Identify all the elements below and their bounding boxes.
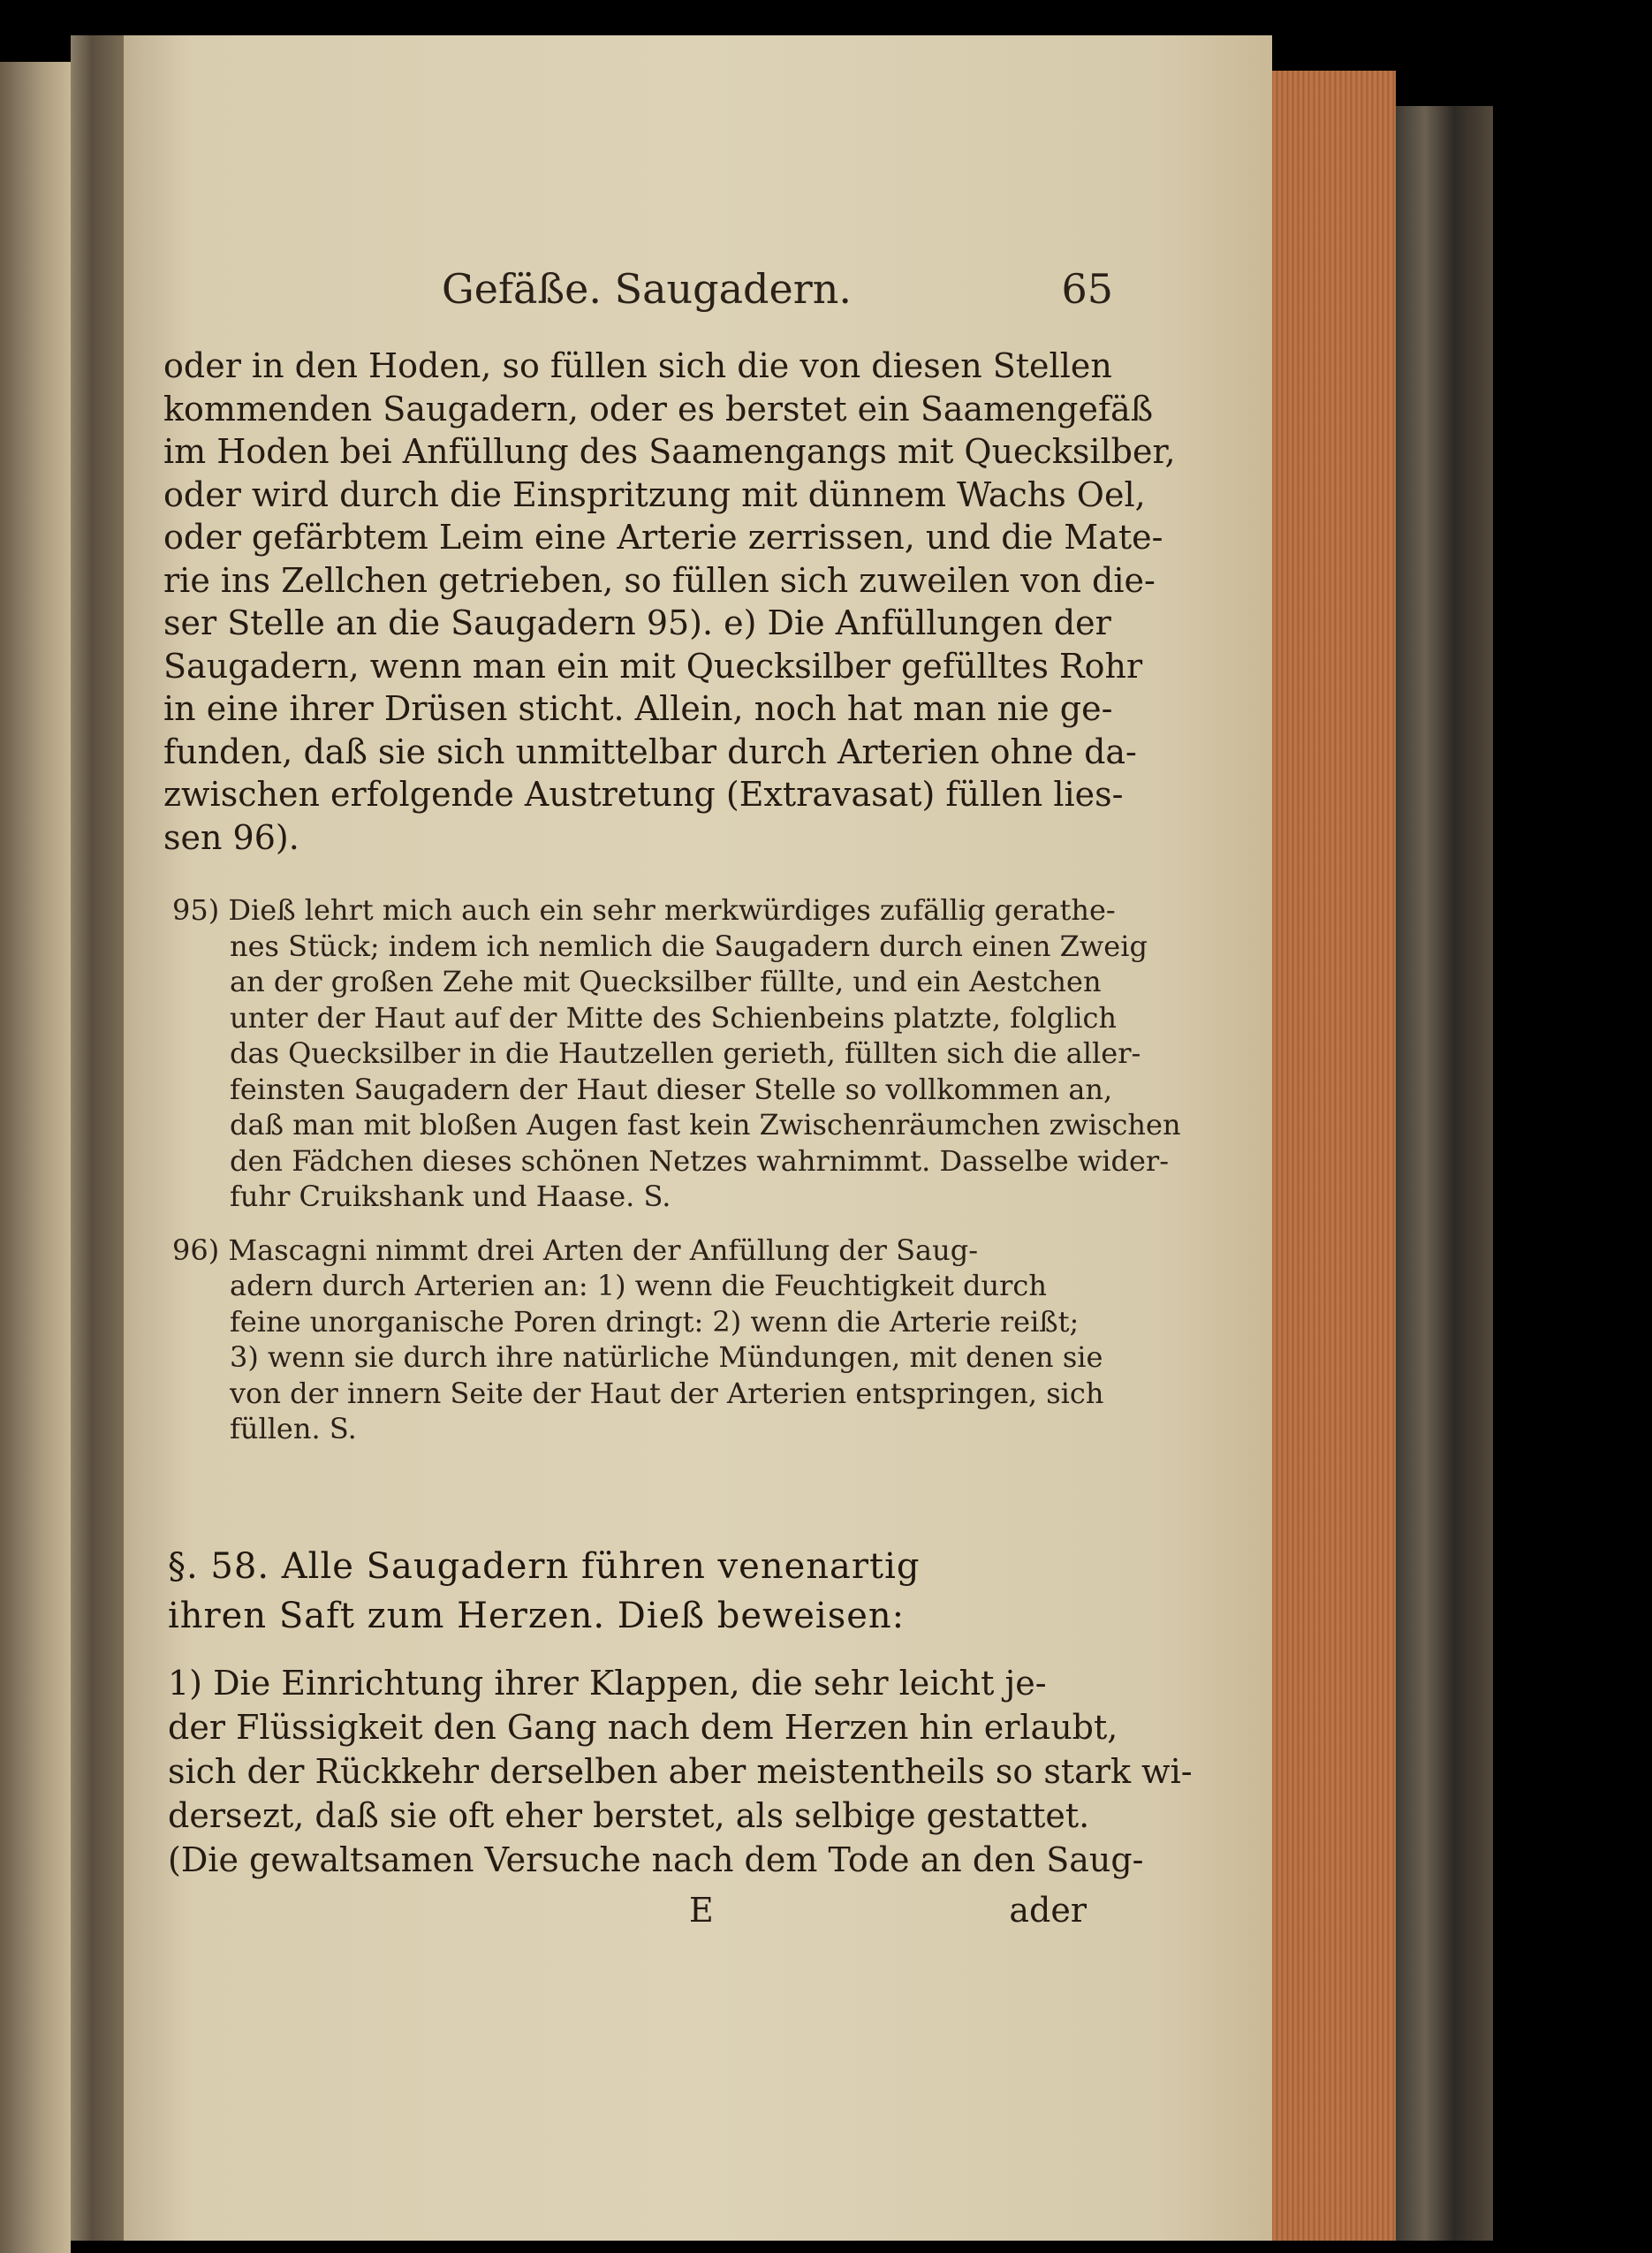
section-line: ihren Saft zum Herzen. Dieß beweisen: — [168, 1596, 906, 1636]
page-block-edge — [1272, 71, 1396, 2241]
text-line: im Hoden bei Anfüllung des Saamengangs mit Quecksilber, — [163, 432, 1176, 471]
text-line: 1) Die Einrichtung ihrer Klappen, die sehr leicht je- — [168, 1664, 1047, 1703]
text-line: Saugadern, wenn man ein mit Quecksilber gefülltes Rohr — [163, 646, 1143, 686]
text-line: oder gefärbtem Leim eine Arterie zerrissen, und die Mate- — [163, 518, 1163, 557]
running-header — [442, 265, 1113, 318]
footnote-95 — [172, 892, 1181, 1215]
text-line: sich der Rückkehr derselben aber meistentheils so stark wi- — [168, 1752, 1193, 1791]
footnote-96 — [172, 1233, 1104, 1447]
running-title: Gefäße. Saugadern. — [442, 265, 852, 313]
footnote-line: 95) Dieß lehrt mich auch ein sehr merkwürdiges zufällig gerathe- — [172, 893, 1116, 927]
text-line: (Die gewaltsamen Versuche nach dem Tode an den Saug- — [168, 1840, 1144, 1879]
book-cover — [1396, 106, 1493, 2241]
footnote-line: feine unorganische Poren dringt: 2) wenn die Arterie reißt; — [230, 1304, 1080, 1339]
footnote-line: 3) wenn sie durch ihre natürliche Mündungen, mit denen sie — [230, 1340, 1103, 1374]
footnote-line: feinsten Saugadern der Haut dieser Stelle so vollkommen an, — [230, 1072, 1113, 1106]
text-line: oder wird durch die Einspritzung mit dünnem Wachs Oel, — [163, 474, 1146, 514]
text-line: dersezt, daß sie oft eher berstet, als selbige gestattet. — [168, 1796, 1090, 1835]
footnote-line: 96) Mascagni nimmt drei Arten der Anfüllung der Saug- — [172, 1233, 979, 1267]
book-gutter — [71, 35, 124, 2241]
page-footer — [168, 1891, 1087, 1935]
text-line: sen 96). — [163, 817, 299, 857]
footnote-line: fuhr Cruikshank und Haase. S. — [230, 1180, 671, 1213]
text-line: kommenden Saugadern, oder es berstet ein Saamengefäß — [163, 389, 1154, 429]
text-line: funden, daß sie sich unmittelbar durch Arterien ohne da- — [163, 732, 1137, 771]
footnote-line: an der großen Zehe mit Quecksilber füllte, und ein Aestchen — [230, 965, 1102, 998]
catchword: ader — [1009, 1891, 1087, 1930]
footnote-line: unter der Haut auf der Mitte des Schienbeins platzte, folglich — [230, 1000, 1118, 1035]
section-58-heading — [168, 1542, 1087, 1641]
left-page-edge — [0, 62, 71, 2253]
footnote-line: den Fädchen dieses schönen Netzes wahrnimmt. Dasselbe wider- — [230, 1143, 1169, 1178]
text-line: in eine ihrer Drüsen sticht. Allein, noch hat man nie ge- — [163, 689, 1113, 728]
text-line: zwischen erfolgende Austretung (Extravasat) füllen lies- — [163, 775, 1124, 814]
page-number: 65 — [1061, 265, 1113, 313]
signature-mark: E — [689, 1891, 714, 1930]
main-text — [163, 345, 1176, 859]
footnote-line: füllen. S. — [230, 1412, 357, 1445]
footnote-line: von der innern Seite der Haut der Arterien entspringen, sich — [230, 1376, 1104, 1410]
footnotes — [172, 892, 1181, 1465]
footnote-line: daß man mit bloßen Augen fast kein Zwischenräumchen zwischen — [230, 1108, 1181, 1142]
text-line: oder in den Hoden, so füllen sich die von diesen Stellen — [163, 346, 1112, 385]
text-line: rie ins Zellchen getrieben, so füllen sich zuweilen von die- — [163, 560, 1156, 600]
footnote-line: adern durch Arterien an: 1) wenn die Feuchtigkeit durch — [230, 1269, 1047, 1302]
section-line: §. 58. Alle Saugadern führen venenartig — [168, 1546, 921, 1587]
text-line: der Flüssigkeit den Gang nach dem Herzen hin erlaubt, — [168, 1708, 1118, 1747]
footnote-line: nes Stück; indem ich nemlich die Saugadern durch einen Zweig — [230, 929, 1148, 963]
text-line: ser Stelle an die Saugadern 95). e) Die Anfüllungen der — [163, 603, 1111, 642]
footnote-line: das Quecksilber in die Hautzellen gerieth, füllten sich die aller- — [230, 1036, 1141, 1070]
section-58-paragraph — [168, 1661, 1193, 1882]
